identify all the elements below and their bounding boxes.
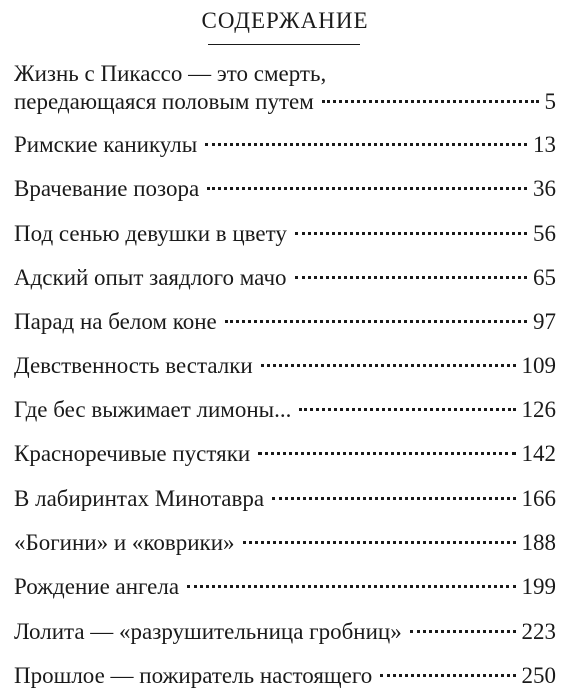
toc-entry-title: Красноречивые пустяки [14, 441, 251, 466]
toc-entry[interactable] [14, 573, 556, 601]
dot-leader [205, 143, 527, 146]
dot-leader [295, 276, 527, 279]
toc-title: СОДЕРЖАНИЕ [201, 8, 369, 33]
toc-entry[interactable] [14, 529, 556, 557]
toc-entry-title: Лолита — «разрушительница гробниц» [14, 619, 402, 644]
toc-entry[interactable] [14, 60, 556, 116]
toc-entry[interactable] [14, 131, 556, 159]
toc-entry[interactable] [14, 352, 556, 380]
toc-entry-page: 13 [533, 132, 556, 157]
dot-leader [243, 541, 516, 544]
toc-entry-title: Под сенью девушки в цвету [14, 221, 287, 246]
toc-entry[interactable] [14, 396, 556, 424]
toc-entry-page: 142 [521, 441, 556, 466]
toc-entry-page: 65 [533, 265, 556, 290]
toc-entry-title-line1: Жизнь с Пикассо — это смерть, [14, 61, 327, 86]
dot-leader [299, 408, 515, 411]
dot-leader [207, 187, 527, 190]
dot-leader [187, 585, 515, 588]
toc-entry-page: 223 [521, 619, 556, 644]
toc-entry-title: «Богини» и «коврики» [14, 530, 235, 555]
toc-entry-page: 56 [533, 221, 556, 246]
toc-entry-title: Адский опыт заядлого мачо [14, 265, 287, 290]
toc-entry-title: Парад на белом коне [14, 309, 217, 334]
toc-entry-title: Девственность весталки [14, 353, 253, 378]
toc-entry-title: Римские каникулы [14, 132, 198, 157]
toc-entry[interactable] [14, 175, 556, 203]
toc-entry-page: 199 [521, 574, 556, 599]
toc-entry-title: Где бес выжимает лимоны... [14, 397, 292, 422]
dot-leader [410, 630, 516, 633]
dot-leader [380, 674, 515, 677]
toc-entry-page: 188 [521, 530, 556, 555]
toc-entry[interactable] [14, 485, 556, 513]
toc-entry-title: Врачевание позора [14, 176, 200, 201]
toc-entry-title: В лабиринтах Минотавра [14, 486, 265, 511]
dot-leader [261, 364, 516, 367]
toc-entry[interactable] [14, 618, 556, 646]
title-divider [208, 44, 360, 45]
toc-entry[interactable] [14, 264, 556, 292]
toc-entry-page: 97 [533, 309, 556, 334]
dot-leader [258, 452, 515, 455]
toc-entry-page: 109 [521, 353, 556, 378]
dot-leader [322, 100, 539, 103]
dot-leader [295, 232, 527, 235]
toc-entry-page: 5 [544, 89, 556, 114]
toc-entry-title: Рождение ангела [14, 574, 180, 599]
toc-entry-page: 166 [521, 486, 556, 511]
toc-entry-page: 126 [521, 397, 556, 422]
toc-entry[interactable] [14, 308, 556, 336]
toc-entry-page: 36 [533, 176, 556, 201]
dot-leader [272, 497, 515, 500]
dot-leader [225, 320, 527, 323]
toc-entry-title: Прошлое — пожиратель настоящего [14, 663, 373, 688]
toc-entry[interactable] [14, 220, 556, 248]
toc-entry[interactable] [14, 440, 556, 468]
toc-entry-page: 250 [521, 663, 556, 688]
toc-entry-title: передающаяся половым путем [14, 89, 314, 114]
toc-entry[interactable] [14, 662, 556, 690]
